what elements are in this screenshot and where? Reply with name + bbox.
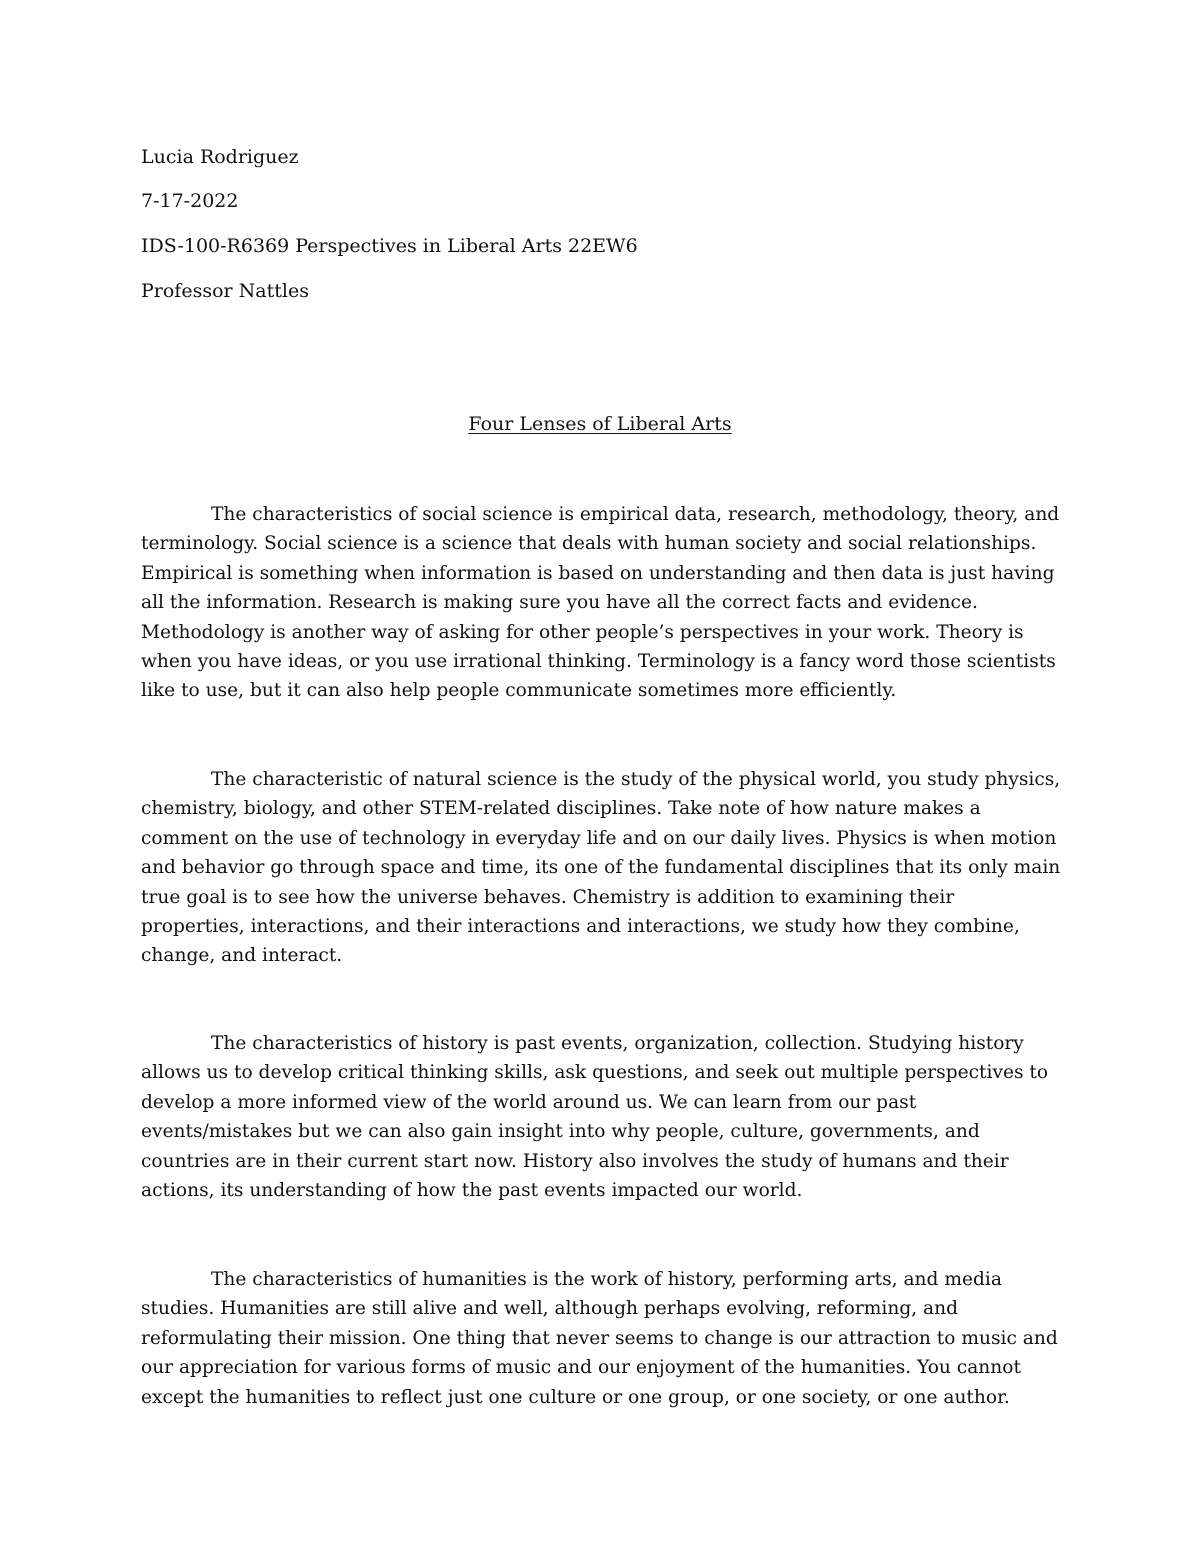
paragraph-history: The characteristics of history is past events, organization, collection. Studying history allows us to develop critical thinking skills, ask questions, and seek out multiple perspectives to develop a more informed view of the world around us. We can learn from our past events/mistakes but we can also gain insight into why people, culture, governments, and countries are in their current start now. History also involves the study of humans and their actions, its understanding of how the past events impacted our world. (141, 1033, 1049, 1202)
paragraph-humanities: The characteristics of humanities is the work of history, performing arts, and media studies. Humanities are still alive and well, although perhaps evolving, reforming, and reformulating their mission. One thing that never seems to change is our attraction to music and our appreciation for various forms of music and our enjoyment of the humanities. You cannot except the humanities to reflect just one culture or one group, or one society, or one author. (141, 1269, 1058, 1408)
paragraph-social-science: The characteristics of social science is empirical data, research, methodology, theory, and terminology. Social science is a science that deals with human society and social relationships. Empirical is something when information is based on understanding and then data is just having all the information. Research is making sure you have all the correct facts and evidence. Methodology is another way of asking for other people’s perspectives in your work. Theory is when you have ideas, or you use irrational thinking. Terminology is a fancy word those scientists like to use, but it can also help people communicate sometimes more efficiently. (141, 504, 1060, 702)
paragraph-natural-science: The characteristic of natural science is the study of the physical world, you study physics, chemistry, biology, and other STEM-related disciplines. Take note of how nature makes a comment on the use of technology in everyday life and on our daily lives. Physics is when motion and behavior go through space and time, its one of the fundamental disciplines that its only main true goal is to see how the universe behaves. Chemistry is addition to examining their properties, interactions, and their interactions and interactions, we study how they combine, change, and interact. (141, 769, 1061, 967)
document-title: Four Lenses of Liberal Arts (468, 413, 732, 435)
course-name: IDS-100-R6369 Perspectives in Liberal Arts 22EW6 (141, 235, 638, 257)
professor-name: Professor Nattles (141, 280, 309, 302)
submission-date: 7-17-2022 (141, 190, 239, 212)
author-name: Lucia Rodriguez (141, 146, 299, 168)
